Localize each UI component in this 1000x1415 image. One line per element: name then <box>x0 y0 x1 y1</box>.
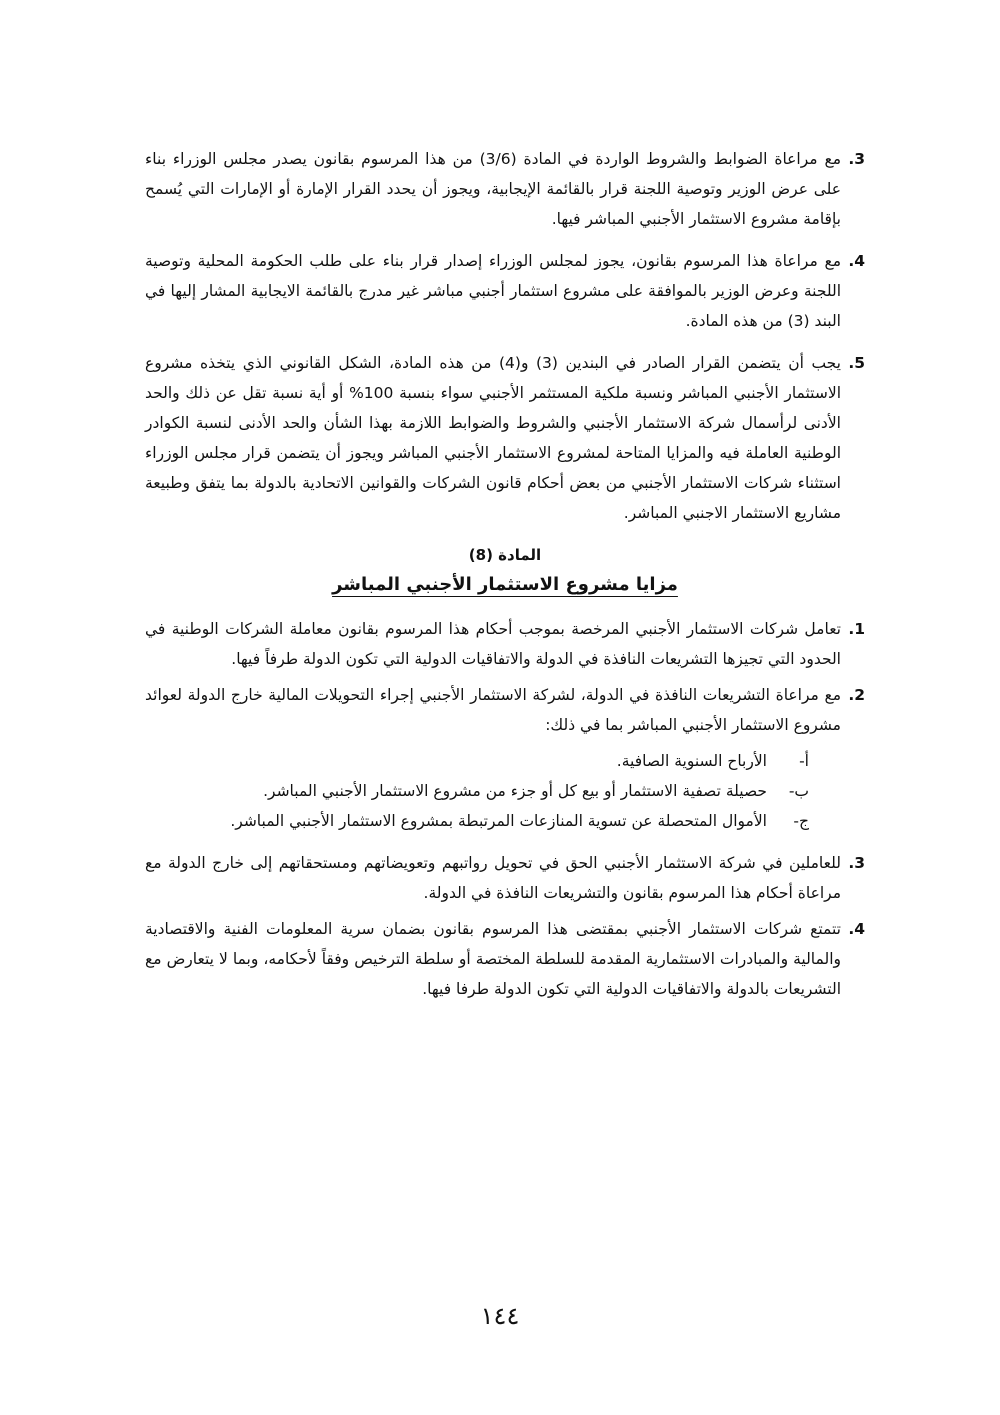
subitem-letter: ب- <box>788 782 809 800</box>
item-number: 4. <box>848 920 865 938</box>
subitem-letter: أ- <box>799 752 809 770</box>
item-text: يجب أن يتضمن القرار الصادر في البندين (3) و(4) من هذه المادة، الشكل القانوني الذي يتخذه مشروع الاستثمار الأجنبي المباشر ونسبة ملكية المستثمر الأجنبي سواء بنسبة 100% أو أية نسبة تقل عن ذلك والحد الأدنى لرأسمال شركة الاستثمار الأجنبي والشروط والضوابط اللازمة بهذا الشأن والحد الأدنى لنسبة الكوادر الوطنية العاملة فيه والمزايا المتاحة لمشروع الاستثمار الأجنبي المباشر ويجوز أن يتضمن قرار مجلس الوزراء استثناء شركات الاستثمار الأجنبي من بعض أحكام قانون الشركات والقوانين الاتحادية بالدولة بما يتفق وطبيعة مشاريع الاستثمار الاجنبي المباشر. <box>145 354 841 522</box>
item-number: 3. <box>848 854 865 872</box>
article7-item-3 <box>145 144 865 234</box>
subitem <box>145 746 809 776</box>
item-number: 5. <box>848 354 865 372</box>
article8-item-1 <box>145 614 865 674</box>
page-number: ١٤٤ <box>480 1302 520 1330</box>
article8-item-3 <box>145 848 865 908</box>
subitem-letter: ج- <box>793 812 809 830</box>
article8-heading: المادة (8) <box>468 546 542 564</box>
subitem <box>145 776 809 806</box>
article7-item-5 <box>145 348 865 528</box>
article8-title: مزايا مشروع الاستثمار الأجنبي المباشر <box>332 574 678 595</box>
item-number: 1. <box>848 620 865 638</box>
item-text: تعامل شركات الاستثمار الأجنبي المرخصة بموجب أحكام هذا المرسوم بقانون معاملة الشركات الوطنية في الحدود التي تجيزها التشريعات النافذة في الدولة والاتفاقيات الدولية التي تكون الدولة طرفاً فيها. <box>145 620 841 668</box>
subitem-text: الأموال المتحصلة عن تسوية المنازعات المرتبطة بمشروع الاستثمار الأجنبي المباشر. <box>230 812 767 830</box>
subitem-text: حصيلة تصفية الاستثمار أو بيع كل أو جزء من مشروع الاستثمار الأجنبي المباشر. <box>263 782 767 800</box>
item-text: للعاملين في شركة الاستثمار الأجنبي الحق في تحويل رواتبهم وتعويضاتهم ومستحقاتهم إلى خارج الدولة مع مراعاة أحكام هذا المرسوم بقانون والتشريعات النافذة في الدولة. <box>145 854 841 902</box>
article8-item-2 <box>145 680 865 740</box>
article8-item-2-subitems <box>145 746 865 836</box>
item-number: 4. <box>848 252 865 270</box>
subitem <box>145 806 809 836</box>
item-number: 2. <box>848 686 865 704</box>
item-text: مع مراعاة هذا المرسوم بقانون، يجوز لمجلس الوزراء إصدار قرار بناء على طلب الحكومة المحلية وتوصية اللجنة وعرض الوزير بالموافقة على مشروع استثمار أجنبي مباشر غير مدرج بالقائمة الايجابية المشار إليها في البند (3) من هذه المادة. <box>145 252 841 330</box>
item-text: تتمتع شركات الاستثمار الأجنبي بمقتضى هذا المرسوم بقانون بضمان سرية المعلومات الفنية والاقتصادية والمالية والمبادرات الاستثمارية المقدمة للسلطة المختصة أو سلطة الترخيص وفقاً لأحكامه، وبما لا يتعارض مع التشريعات بالدولة والاتفاقيات الدولية التي تكون الدولة طرفا فيها. <box>145 920 841 998</box>
article7-item-4 <box>145 246 865 336</box>
item-text: مع مراعاة التشريعات النافذة في الدولة، لشركة الاستثمار الأجنبي إجراء التحويلات المالية خارج الدولة لعوائد مشروع الاستثمار الأجنبي المباشر بما في ذلك: <box>145 686 841 734</box>
article8-item-4 <box>145 914 865 1004</box>
item-number: 3. <box>848 150 865 168</box>
subitem-text: الأرباح السنوية الصافية. <box>616 752 767 770</box>
document-body <box>145 144 865 1010</box>
item-text: مع مراعاة الضوابط والشروط الواردة في المادة (3/6) من هذا المرسوم بقانون يصدر مجلس الوزراء بناء على عرض الوزير وتوصية اللجنة قرار بالقائمة الإيجابية، ويجوز أن يحدد القرار الإمارة أو الإمارات التي يُسمح بإقامة مشروع الاستثمار الأجنبي المباشر فيها. <box>145 150 842 228</box>
